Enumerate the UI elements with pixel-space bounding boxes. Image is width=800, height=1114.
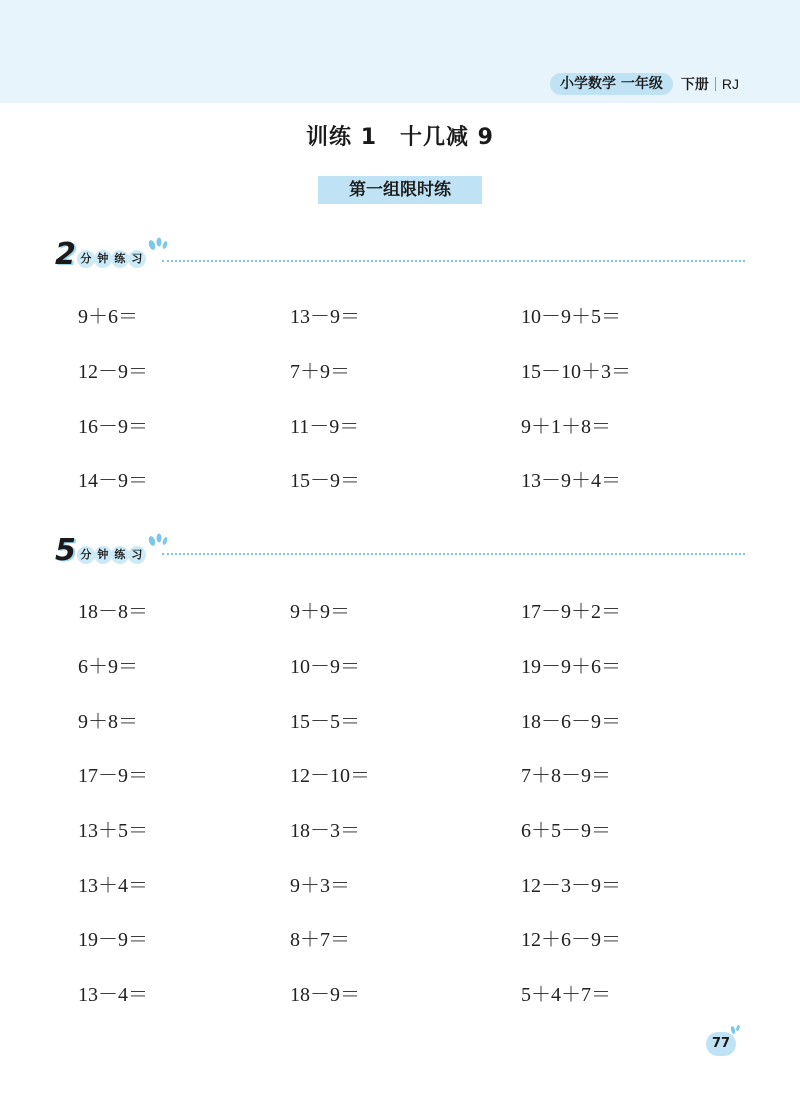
header-separator — [715, 77, 716, 91]
math-problem: 15－9＝ — [290, 470, 360, 492]
timer-label-char: 练 — [111, 546, 129, 564]
header-tag — [550, 73, 739, 95]
math-problem: 9＋8＝ — [78, 711, 138, 733]
timer-label — [77, 546, 145, 564]
math-problem: 10－9＋5＝ — [521, 306, 621, 328]
section-divider — [162, 553, 745, 555]
timer-label — [77, 250, 145, 268]
math-problem: 18－8＝ — [78, 601, 148, 623]
math-problem: 9＋6＝ — [78, 306, 138, 328]
timer-label-char: 钟 — [94, 546, 112, 564]
edition-code: RJ — [721, 76, 739, 92]
math-problem: 10－9＝ — [290, 656, 360, 678]
math-problem: 5＋4＋7＝ — [521, 984, 611, 1006]
math-problem: 13－4＝ — [78, 984, 148, 1006]
page-title: 训练 1 十几减 9 — [306, 125, 494, 150]
timer-label-char: 钟 — [94, 250, 112, 268]
page-number: 77 — [706, 1032, 736, 1056]
subject-grade-pill: 小学数学 一年级 — [550, 73, 673, 95]
section-divider — [162, 260, 745, 262]
math-problem: 13－9＝ — [290, 306, 360, 328]
math-problem: 6＋5－9＝ — [521, 820, 611, 842]
timer-label-char: 分 — [77, 250, 95, 268]
water-splash-icon — [146, 234, 168, 252]
timer-minutes: 2 — [55, 237, 76, 272]
volume-label: 下册 — [680, 77, 709, 93]
math-problem: 8＋7＝ — [290, 929, 350, 951]
water-splash-icon — [146, 530, 168, 548]
math-problem: 18－3＝ — [290, 820, 360, 842]
math-problem: 6＋9＝ — [78, 656, 138, 678]
water-drop-icon — [728, 1022, 742, 1036]
math-problem: 16－9＝ — [78, 416, 148, 438]
timer-label-char: 分 — [77, 546, 95, 564]
math-problem: 13＋4＝ — [78, 875, 148, 897]
math-problem: 11－9＝ — [290, 416, 360, 438]
math-problem: 13－9＋4＝ — [521, 470, 621, 492]
group-label: 第一组限时练 — [318, 176, 482, 204]
math-problem: 7＋8－9＝ — [521, 765, 611, 787]
math-problem: 9＋1＋8＝ — [521, 416, 611, 438]
timer-badge-2min — [55, 237, 145, 272]
math-problem: 7＋9＝ — [290, 361, 350, 383]
math-problem: 15－10＋3＝ — [521, 361, 631, 383]
timer-label-char: 习 — [128, 250, 146, 268]
math-problem: 12＋6－9＝ — [521, 929, 621, 951]
math-problem: 19－9＝ — [78, 929, 148, 951]
timer-label-char: 习 — [128, 546, 146, 564]
math-problem: 17－9＋2＝ — [521, 601, 621, 623]
math-problem: 9＋3＝ — [290, 875, 350, 897]
math-problem: 12－3－9＝ — [521, 875, 621, 897]
math-problem: 18－9＝ — [290, 984, 360, 1006]
math-problem: 13＋5＝ — [78, 820, 148, 842]
math-problem: 12－9＝ — [78, 361, 148, 383]
timer-label-char: 练 — [111, 250, 129, 268]
timer-minutes: 5 — [55, 533, 76, 568]
math-problem: 12－10＝ — [290, 765, 370, 787]
math-problem: 14－9＝ — [78, 470, 148, 492]
timer-badge-5min — [55, 533, 145, 568]
math-problem: 9＋9＝ — [290, 601, 350, 623]
math-problem: 19－9＋6＝ — [521, 656, 621, 678]
math-problem: 18－6－9＝ — [521, 711, 621, 733]
math-problem: 17－9＝ — [78, 765, 148, 787]
math-problem: 15－5＝ — [290, 711, 360, 733]
